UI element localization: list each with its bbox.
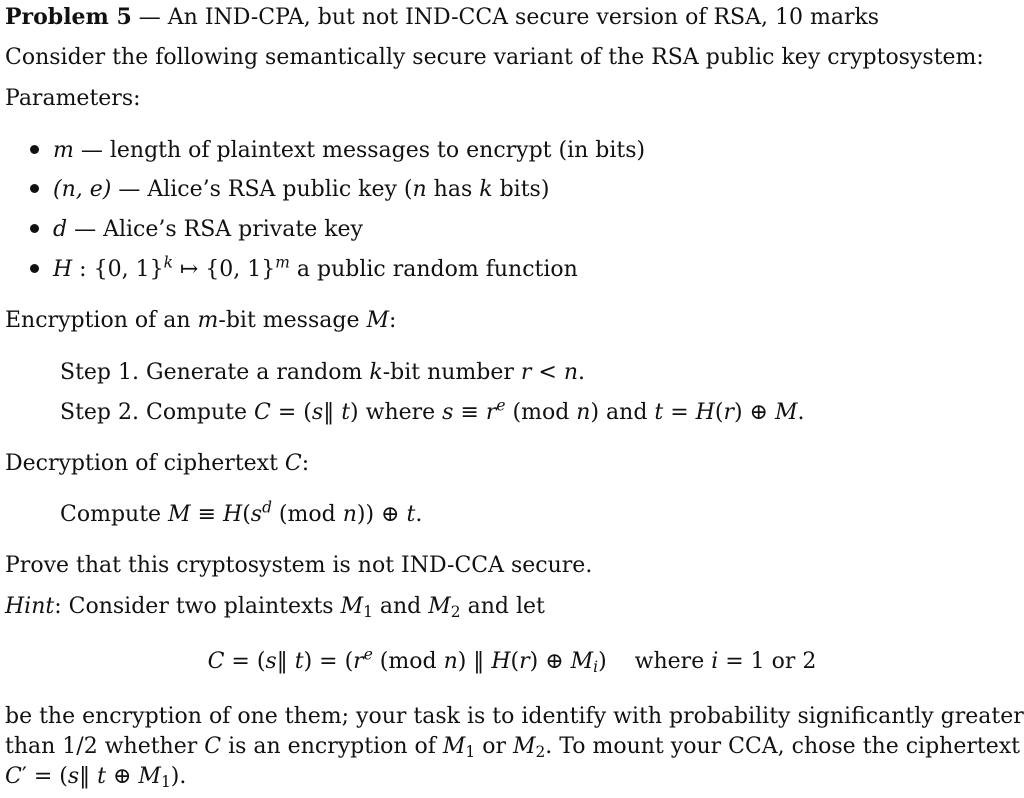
decryption-formula: Compute $M \equiv H(s^d$ (mod n)) ⊕ t. (60, 498, 423, 527)
intro-text: Consider the following semantically secure variant of the RSA public key cryptosystem: (5, 45, 984, 70)
bullet-m: m — length of plaintext messages to encrypt (in bits) (30, 138, 645, 164)
bullet-dot (30, 184, 39, 193)
bullet-private-key: d — Alice’s RSA private key (30, 217, 363, 243)
bullet-hash-function: H : {0, 1}$^k$ ↦ {0, 1}$^m$ a public random function (30, 257, 578, 283)
hint-text: Hint: Consider two plaintexts $M_1$ and $M_2$ and let (5, 594, 545, 621)
bullet-dot (30, 145, 39, 154)
prove-statement: Prove that this cryptosystem is not IND-CCA secure. (5, 553, 593, 578)
problem-title: An IND-CPA, but not IND-CCA secure version of RSA, 10 marks (167, 5, 880, 30)
closing-line-2: than 1/2 whether C is an encryption of $M_1$ or $M_2$. To mount your CCA, chose the ciphertext (5, 734, 1020, 761)
step-1: Step 1. Generate a random k-bit number r < n. (60, 360, 586, 385)
problem-label: Problem 5 (5, 4, 132, 30)
closing-line-3: C′ = (s‖ t ⊕ $M_1$). (5, 764, 187, 791)
decryption-label: Decryption of ciphertext C: (5, 451, 310, 476)
problem-dash: — (138, 5, 161, 30)
bullet-public-key: (n, e) — Alice’s RSA public key (n has k bits) (30, 177, 549, 203)
hint-label: Hint (5, 594, 55, 619)
bullet-dot (30, 224, 39, 233)
problem-heading (5, 4, 879, 31)
step-2: Step 2. Compute C = (s‖ t) where $s \equiv r^e$ (mod n) and t = H(r) ⊕ M. (60, 396, 805, 425)
display-equation: C = (s‖ $t) = (r^e$ (mod n) ‖ H(r) ⊕ $M_i$) where i = 1 or 2 (207, 645, 817, 676)
bullet-dot (30, 264, 39, 273)
closing-line-1: be the encryption of one them; your task is to identify with probability significantly greater (5, 704, 1024, 729)
encryption-label: Encryption of an m-bit message M: (5, 308, 397, 333)
parameters-label: Parameters: (5, 86, 141, 111)
